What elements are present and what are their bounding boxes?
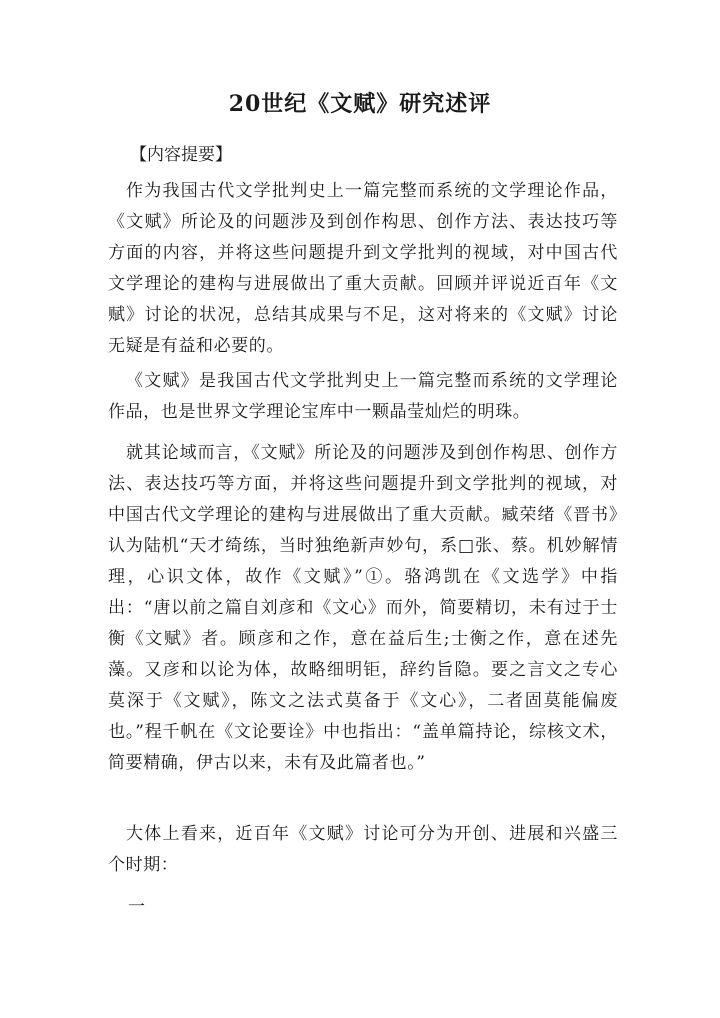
abstract-paragraph: 作为我国古代文学批判史上一篇完整而系统的文学理论作品，《文赋》所论及的问题涉及到创作构思、创作方法、表达技巧等方面的内容，并将这些问题提升到文学批判的视域，对中国古代文学理论的建构与进展做出了重大贡献。回顾并评说近百年《文赋》讨论的状况，总结其成果与不足，这对将来的《文赋》讨论无疑是有益和必要的。: [108, 181, 618, 356]
section-number: 一: [128, 897, 145, 917]
scope-paragraph: 就其论域而言，《文赋》所论及的问题涉及到创作构思、创作方法、表达技巧等方面，并将这些问题提升到文学批判的视域，对中国古代文学理论的建构与进展做出了重大贡献。臧荣绪《晋书》认为陆机“天才绮练，当时独绝新声妙句，系□张、蔡。机妙解情理，心识文体，故作《文赋》”①。骆鸿凯在《文选学》中指出：“唐以前之篇自刘彦和《文心》而外，简要精切，未有过于士衡《文赋》者。顾彦和之作，意在益后生;士衡之作，意在述先藻。又彦和以论为体，故略细明钜，辞约旨隐。要之言文之专心莫深于《文赋》，陈文之法式莫备于《文心》，二者固莫能偏废也。”程千帆在《文论要诠》中也指出：“盖单篇持论，综核文术，简要精确，伊古以来，未有及此篇者也。”: [108, 443, 618, 773]
intro-paragraph: 《文赋》是我国古代文学批判史上一篇完整而系统的文学理论作品，也是世界文学理论宝库中一颗晶莹灿烂的明珠。: [108, 371, 618, 422]
page-title: 20世纪《文赋》研究述评: [228, 91, 492, 117]
periods-paragraph: 大体上看来，近百年《文赋》讨论可分为开创、进展和兴盛三个时期：: [108, 824, 618, 875]
abstract-label: 【内容提要】: [130, 145, 232, 165]
